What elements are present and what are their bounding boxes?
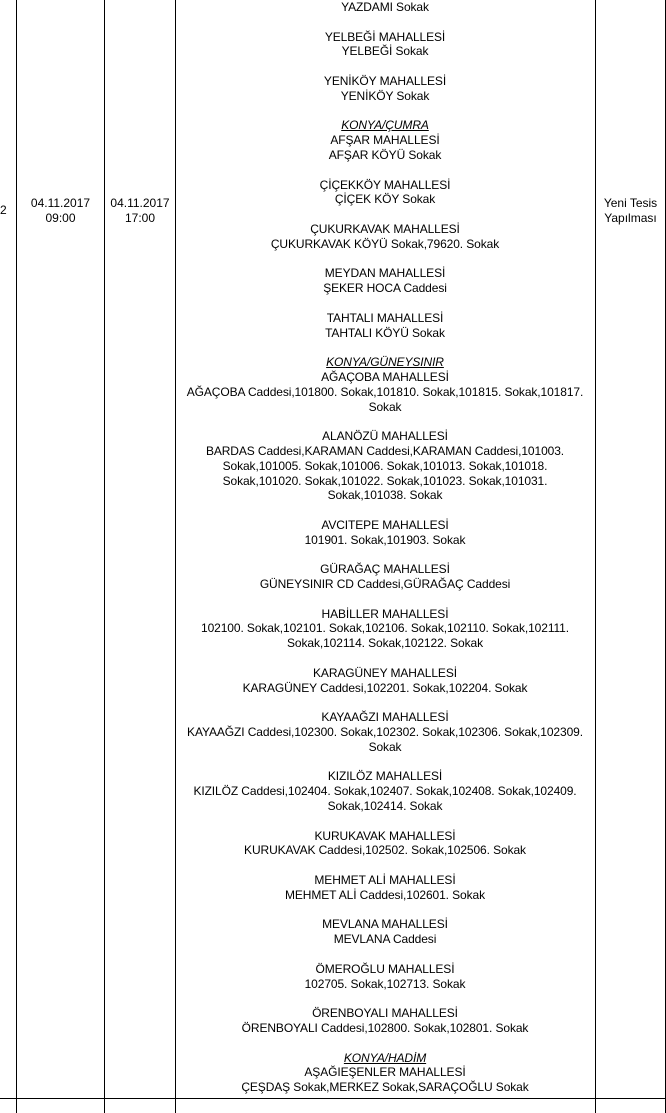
neighborhood-name: GÜRAĞAÇ MAHALLESİ	[320, 562, 450, 577]
neighborhood-name: AVCITEPE MAHALLESİ	[321, 517, 449, 532]
neighborhood-name: MEVLANA MAHALLESİ	[322, 917, 448, 932]
neighborhood-name: ÖRENBOYALI MAHALLESİ	[312, 1006, 458, 1021]
neighborhood-name: KAYAAĞZI MAHALLESİ	[321, 710, 449, 725]
location-group	[176, 962, 594, 992]
street-list: KURUKAVAK Caddesi,102502. Sokak,102506. Sokak	[244, 843, 526, 858]
location-group	[176, 829, 594, 859]
location-group	[176, 178, 594, 208]
neighborhood-name: HABİLLER MAHALLESİ	[321, 606, 449, 621]
street-list: Sokak	[368, 399, 402, 414]
affected-locations-cell	[176, 0, 594, 1110]
street-list: KAYAAĞZI Caddesi,102300. Sokak,102302. Sokak,102306. Sokak,102309.	[187, 725, 583, 740]
end-datetime-cell	[105, 196, 175, 226]
neighborhood-name: KIZILÖZ MAHALLESİ	[327, 769, 443, 784]
street-list: KARAGÜNEY Caddesi,102201. Sokak,102204. Sokak	[242, 680, 528, 695]
location-group	[176, 266, 594, 296]
street-list: ÖRENBOYALI Caddesi,102800. Sokak,102801. Sokak	[241, 1020, 529, 1035]
street-list: BARDAS Caddesi,KARAMAN Caddesi,KARAMAN Caddesi,101003.	[205, 443, 565, 458]
end-date: 04.11.2017	[110, 196, 170, 210]
location-group	[176, 562, 594, 592]
location-group	[176, 518, 594, 548]
location-group	[176, 1051, 594, 1095]
location-group	[176, 74, 594, 104]
reason-line: Yapılması	[604, 211, 657, 225]
street-list: ÇEŞDAŞ Sokak,MERKEZ Sokak,SARAÇOĞLU Sokak	[241, 1080, 529, 1095]
location-group	[176, 769, 594, 813]
street-list: AĞAÇOBA Caddesi,101800. Sokak,101810. Sokak,101815. Sokak,101817.	[186, 384, 584, 399]
start-time: 09:00	[45, 211, 76, 225]
neighborhood-name: ALANÖZÜ MAHALLESİ	[322, 429, 448, 444]
location-group	[176, 311, 594, 341]
reason-cell	[596, 196, 665, 226]
neighborhood-name: MEYDAN MAHALLESİ	[324, 266, 446, 281]
street-list: 102100. Sokak,102101. Sokak,102106. Sokak,102110. Sokak,102111.	[201, 621, 569, 636]
start-date: 04.11.2017	[30, 196, 91, 210]
location-group	[176, 0, 594, 15]
street-list: YELBEĞİ Sokak	[341, 44, 429, 59]
street-list: 101901. Sokak,101903. Sokak	[304, 532, 466, 547]
street-list: KIZILÖZ Caddesi,102404. Sokak,102407. Sokak,102408. Sokak,102409.	[193, 784, 577, 799]
location-group	[176, 873, 594, 903]
neighborhood-name: YELBEĞİ MAHALLESİ	[324, 29, 446, 44]
street-list: TAHTALI KÖYÜ Sokak	[325, 325, 445, 340]
street-list: Sokak,102414. Sokak	[327, 799, 443, 814]
neighborhood-name: KARAGÜNEY MAHALLESİ	[313, 665, 457, 680]
location-group	[176, 429, 594, 503]
street-list: Sokak,102114. Sokak,102122. Sokak	[287, 636, 483, 651]
district-heading: KONYA/ÇUMRA	[341, 118, 429, 133]
location-group	[176, 666, 594, 696]
street-list: ÇİÇEK KÖY Sokak	[334, 192, 436, 207]
neighborhood-name: MEHMET ALİ MAHALLESİ	[314, 873, 456, 888]
street-list: MEVLANA Caddesi	[333, 932, 437, 947]
neighborhood-name: YENİKÖY MAHALLESİ	[323, 73, 447, 88]
district-heading: KONYA/GÜNEYSINIR	[326, 355, 444, 370]
district-heading: KONYA/HADİM	[343, 1050, 427, 1065]
neighborhood-name: AĞAÇOBA MAHALLESİ	[321, 369, 449, 384]
column-divider	[104, 0, 105, 1113]
location-group	[176, 710, 594, 754]
column-divider	[595, 0, 596, 1113]
neighborhood-name: TAHTALI MAHALLESİ	[326, 310, 444, 325]
location-group	[176, 30, 594, 60]
street-list: Sokak,101038. Sokak	[327, 488, 443, 503]
street-list: ÇUKURKAVAK KÖYÜ Sokak,79620. Sokak	[270, 236, 500, 251]
street-list: Sokak,101005. Sokak,101006. Sokak,101013. Sokak,101018.	[222, 458, 548, 473]
street-list: YAZDAMI Sokak	[341, 0, 429, 14]
neighborhood-name: AŞAĞIEŞENLER MAHALLESİ	[304, 1065, 466, 1080]
neighborhood-name: AFŞAR MAHALLESİ	[330, 133, 440, 148]
location-group	[176, 222, 594, 252]
edge-mark: 2	[0, 203, 7, 217]
street-list: YENİKÖY Sokak	[340, 88, 430, 103]
location-group	[176, 118, 594, 162]
neighborhood-name: ÖMEROĞLU MAHALLESİ	[315, 961, 455, 976]
street-list: AFŞAR KÖYÜ Sokak	[328, 147, 442, 162]
street-list: ŞEKER HOCA Caddesi	[323, 281, 447, 296]
reason-line: Yeni Tesis	[603, 196, 658, 210]
neighborhood-name: ÇUKURKAVAK MAHALLESİ	[310, 221, 460, 236]
location-group	[176, 355, 594, 414]
neighborhood-name: KURUKAVAK MAHALLESİ	[314, 828, 456, 843]
location-group	[176, 1006, 594, 1036]
street-list: 102705. Sokak,102713. Sokak	[304, 976, 466, 991]
start-datetime-cell	[17, 196, 104, 226]
street-list: Sokak,101020. Sokak,101022. Sokak,101023. Sokak,101031.	[222, 473, 548, 488]
neighborhood-name: ÇİÇEKKÖY MAHALLESİ	[319, 177, 451, 192]
location-group	[176, 607, 594, 651]
location-group	[176, 917, 594, 947]
end-time: 17:00	[124, 211, 156, 225]
street-list: Sokak	[368, 739, 402, 754]
street-list: GÜNEYSINIR CD Caddesi,GÜRAĞAÇ Caddesi	[259, 577, 511, 592]
street-list: MEHMET ALİ Caddesi,102601. Sokak	[284, 887, 486, 902]
column-divider	[16, 0, 17, 1113]
